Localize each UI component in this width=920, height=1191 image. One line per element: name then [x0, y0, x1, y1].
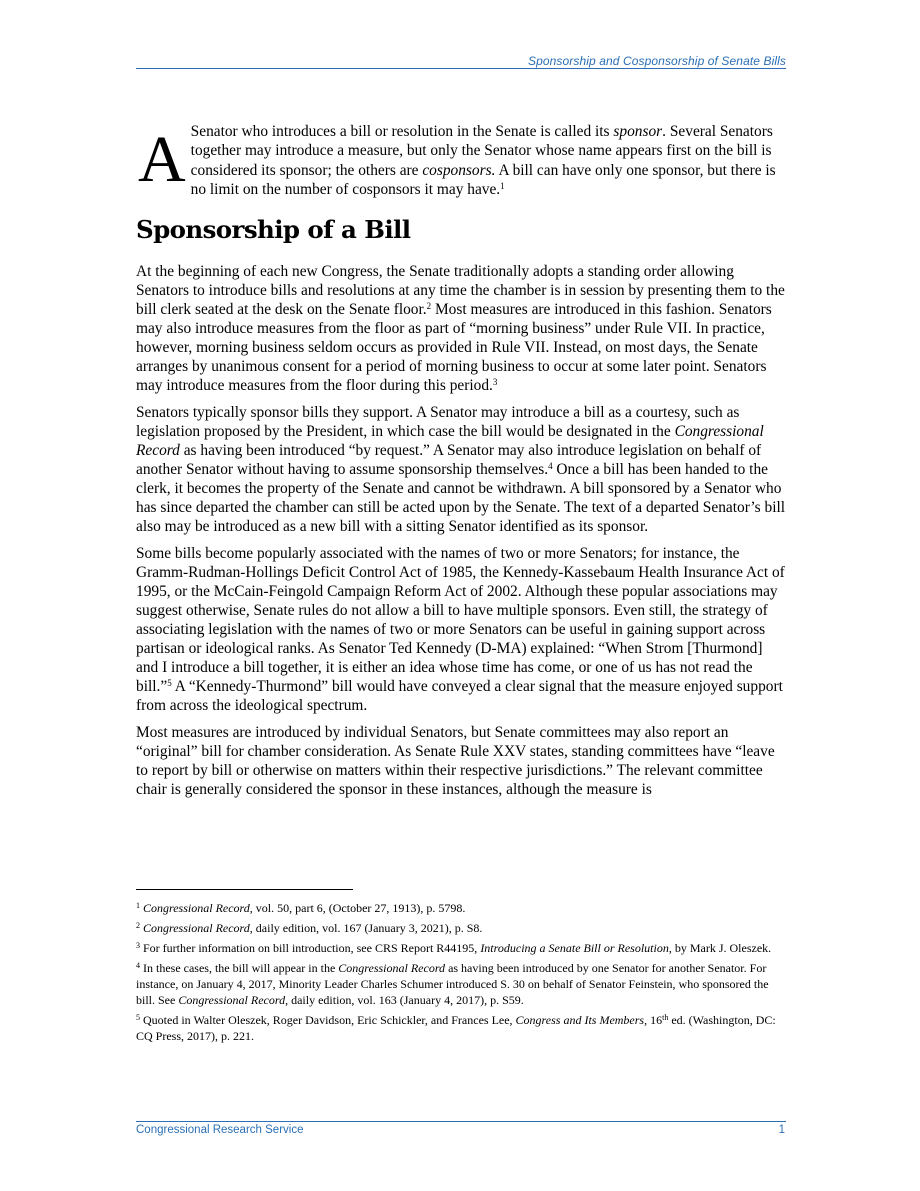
- footnote-ref[interactable]: 2: [426, 301, 432, 311]
- paragraph-text: as having been introduced “by request.” A Senator may also introduce legislation on behalf of another Senator without having to assume sponsorship themselves.: [136, 442, 762, 478]
- italic-title: Congressional Record: [178, 993, 286, 1007]
- running-header: Sponsorship and Cosponsorship of Senate Bills: [528, 54, 786, 68]
- footnote: [136, 1012, 786, 1044]
- footnote: [136, 940, 786, 956]
- intro-text: Senator who introduces a bill or resolution in the Senate is called its: [190, 123, 614, 140]
- footnote-ref[interactable]: 1: [500, 181, 505, 192]
- paragraph: [136, 403, 788, 536]
- italic-title: Introducing a Senate Bill or Resolution: [480, 941, 669, 955]
- footnote-text: For further information on bill introduction, see CRS Report R44195,: [140, 941, 481, 955]
- footnote-ref[interactable]: 5: [167, 678, 172, 688]
- intro-emphasis-cosponsors: cosponsors.: [422, 161, 496, 179]
- intro-text: A bill can have only one sponsor, but there is no limit on the number of cosponsors it may have.: [190, 161, 776, 199]
- intro-emphasis-sponsor: sponsor: [613, 123, 663, 140]
- footnote-ref[interactable]: 3: [492, 377, 498, 387]
- header-rule: [136, 68, 786, 69]
- footnote-text: ed. (Washington, DC: CQ Press, 2017), p. 221.: [136, 1013, 776, 1043]
- footnote-number: 3: [136, 941, 140, 950]
- paragraph-text: At the beginning of each new Congress, the Senate traditionally adopts a standing order allowing Senators to introduce bills and resolutions at any time the chamber is in session by presenting them to the bill clerk seated at the desk on the Senate floor.: [136, 263, 785, 318]
- footnote-number: 1: [136, 901, 140, 910]
- footnote-text: , daily edition, vol. 163 (January 4, 2017), p. S59.: [285, 993, 524, 1007]
- paragraph-text: Senators typically sponsor bills they support. A Senator may introduce a bill as a courtesy, such as legislation proposed by the President, in which case the bill would be designated in the: [136, 404, 740, 440]
- footnote-text: , daily edition, vol. 167 (January 3, 2021), p. S8.: [249, 921, 483, 935]
- italic-title: Congressional Record: [143, 921, 250, 935]
- paragraph-text: Most measures are introduced by individual Senators, but Senate committees may also report an “original” bill for chamber consideration. As Senate Rule XXV states, standing committees have “leave to report by bill or otherwise on matters within their respective jurisdictions.” The relevant committee chair is generally considered the sponsor in these instances, although the measure is: [136, 724, 775, 798]
- paragraph-text: Some bills become popularly associated with the names of two or more Senators; for instance, the Gramm-Rudman-Hollings Deficit Control Act of 1985, the Kennedy-Kassebaum Health Insurance Act of 1995, or the McCain-Feingold Campaign Reform Act of 2002. Although these popular associations may suggest otherwise, Senate rules do not allow a bill to have multiple sponsors. Even still, the strategy of associating legislation with the names of two or more Senators can be useful in gaining support across partisan or ideological ranks. As Senator Ted Kennedy (D-MA) explained: “When Strom [Thurmond] and I introduce a bill together, it is either an idea whose time has come, or one of us has not read the bill.”: [136, 545, 785, 695]
- footnote-text: , 16: [644, 1013, 663, 1027]
- footer-rule: [136, 1121, 786, 1122]
- paragraph-text: A “Kennedy-Thurmond” bill would have conveyed a clear signal that the measure enjoyed support from across the ideological spectrum.: [136, 678, 783, 714]
- footnote-number: 2: [136, 921, 140, 930]
- paragraph-text: Most measures are introduced in this fashion. Senators may also introduce measures from the floor as part of “morning business” under Rule VII. In practice, however, morning business seldom occurs as provided in Rule VII. Instead, on most days, the Senate arranges by unanimous consent for a period of morning business to occur at some later point. Senators may introduce measures from the floor during this period.: [136, 301, 772, 394]
- footnote-number: 4: [136, 961, 140, 970]
- footnote-text: , vol. 50, part 6, (October 27, 1913), p. 5798.: [249, 901, 466, 915]
- ordinal-suffix: th: [662, 1013, 669, 1022]
- footnote-text: In these cases, the bill will appear in the: [140, 961, 339, 975]
- footnote: [136, 900, 786, 916]
- paragraph: [136, 723, 788, 799]
- footnote-ref[interactable]: 4: [548, 461, 553, 471]
- footnote-text: Quoted in Walter Oleszek, Roger Davidson, Eric Schickler, and Frances Lee,: [140, 1013, 516, 1027]
- footnote: [136, 920, 786, 936]
- body-text: [136, 262, 788, 807]
- footnote: [136, 960, 786, 1008]
- footnote-text: as having been introduced by one Senator for another Senator. For instance, on January 4, 2017, Minority Leader Charles Schumer introduced S. 30 on behalf of Senator Feinstein, who sponsored the bill. See: [136, 961, 769, 1007]
- footnote-text: , by Mark J. Oleszek.: [668, 941, 772, 955]
- italic-title: Congressional Record: [338, 961, 446, 975]
- section-heading: Sponsorship of a Bill: [136, 215, 411, 244]
- italic-title: Congressional Record: [143, 901, 250, 915]
- drop-cap: A: [138, 123, 186, 196]
- italic-title: Congress and Its Members: [515, 1013, 645, 1027]
- footnotes: [136, 900, 786, 1048]
- footnote-divider: [136, 889, 353, 890]
- paragraph: [136, 544, 788, 715]
- footer-organization: Congressional Research Service: [136, 1124, 304, 1136]
- footnote-number: 5: [136, 1013, 140, 1022]
- intro-paragraph: [136, 122, 786, 200]
- paragraph-text: Once a bill has been handed to the clerk, it becomes the property of the Senate and cannot be withdrawn. A bill sponsored by a Senator who has since departed the chamber can still be acted upon by the Senate. The text of a departed Senator’s bill also may be introduced as a new bill with a sitting Senator identified as its sponsor.: [136, 461, 786, 535]
- page-number: 1: [778, 1124, 785, 1136]
- intro-text: . Several Senators together may introduce a measure, but only the Senator whose name appears first on the bill is considered its sponsor; the others are: [190, 123, 773, 179]
- paragraph: [136, 262, 788, 395]
- italic-title: Congressional Record: [136, 423, 764, 459]
